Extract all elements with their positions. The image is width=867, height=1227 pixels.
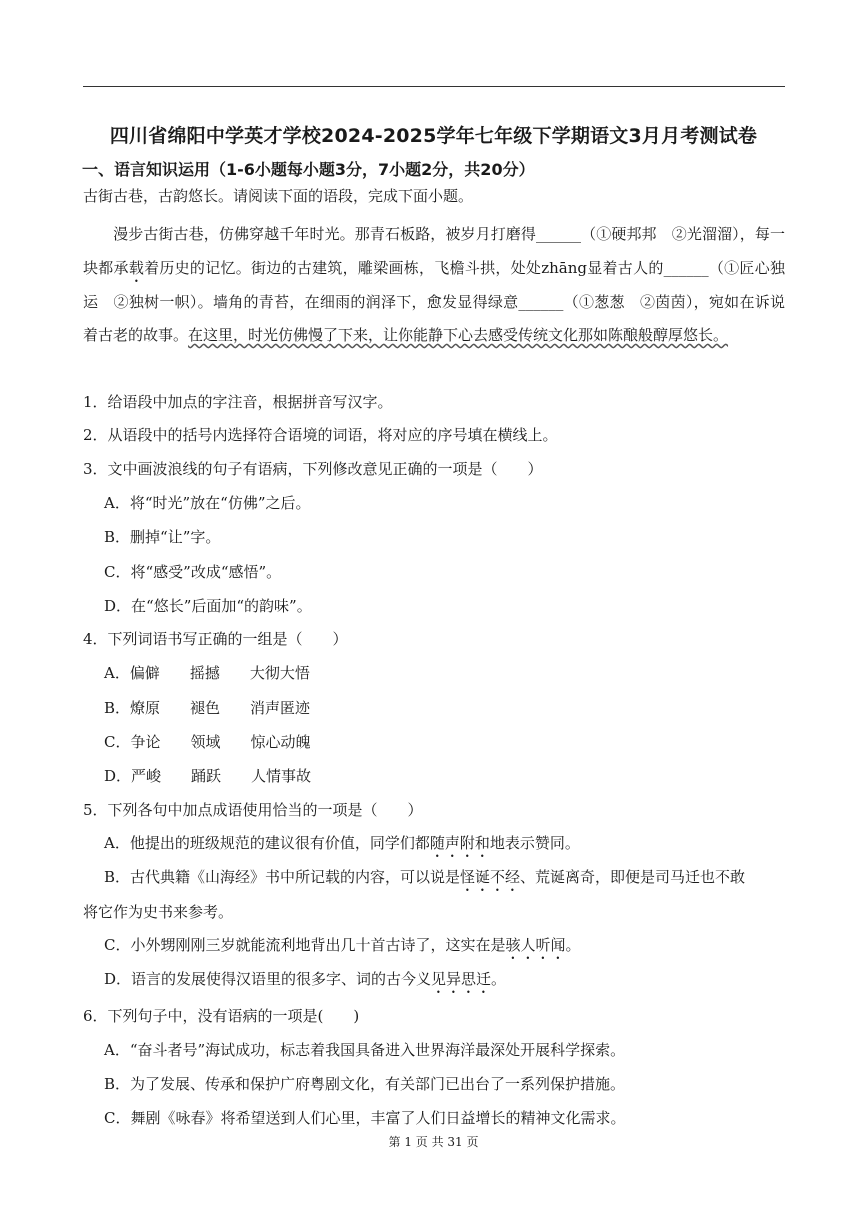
q5-a-end: 地表示赞同。 (489, 834, 580, 852)
q6-option-b: B．为了发展、传承和保护广府粤剧文化，有关部门已出台了一系列保护措施。 (104, 1075, 626, 1093)
q3-option-a: A．将“时光”放在“仿佛”之后。 (104, 494, 311, 512)
section-heading: 一、语言知识运用（1-6小题每小题3分，7小题2分，共20分） (82, 160, 535, 179)
question-6: 6．下列句子中，没有语病的一项是( ) (83, 1007, 360, 1025)
reading-passage (83, 218, 785, 353)
q5-d-idiom: 见异思迁 (431, 970, 492, 988)
q5-b-text: B．古代典籍《山海经》书中所记载的内容，可以说是 (104, 868, 461, 886)
q5-option-b-continued: 将它作为史书来参考。 (83, 903, 234, 921)
question-5: 5．下列各句中加点成语使用恰当的一项是（ ） (83, 801, 423, 819)
passage-part1: 漫步古街古巷，仿佛穿越千年时光。那青石板路，被岁月打磨得______（①硬邦邦 ②光溜溜），每一块都承 (83, 225, 785, 277)
q5-b-idiom: 怪诞不经 (460, 868, 521, 886)
question-1: 1．给语段中加点的字注音，根据拼音写汉字。 (83, 393, 393, 411)
question-4: 4．下列词语书写正确的一组是（ ） (83, 630, 348, 648)
intro-text: 古街古巷，古韵悠长。请阅读下面的语段，完成下面小题。 (83, 187, 474, 205)
q4-option-c: C．争论 领域 惊心动魄 (104, 733, 311, 751)
q3-option-d: D．在“悠长”后面加“的韵味”。 (104, 597, 312, 615)
q6-option-a: A．“奋斗者号”海试成功，标志着我国具备进入世界海洋最深处开展科学探索。 (104, 1041, 626, 1059)
q5-option-d (104, 969, 506, 997)
page-footer: 第 1 页 共 31 页 (388, 1135, 479, 1149)
q5-d-end: 。 (491, 970, 507, 988)
q5-a-idiom: 随声附和 (429, 834, 490, 852)
wavy-sentence: 在这里，时光仿佛慢了下来，让你能静下心去感受传统文化那如陈酿般醇厚悠长。 (188, 326, 729, 344)
q5-b-end: 、荒诞离奇，即便是司马迁也不敢 (520, 868, 746, 886)
q5-c-text: C．小外甥刚刚三岁就能流利地背出几十首古诗了，这实在是 (104, 936, 506, 954)
q5-c-end: 。 (565, 936, 581, 954)
q5-option-b (104, 867, 745, 895)
q5-option-a (104, 833, 580, 861)
q3-option-c: C．将“感受”改成“感悟”。 (104, 563, 282, 581)
q3-option-b: B．删掉“让”字。 (104, 528, 221, 546)
q5-d-text: D．语言的发展使得汉语里的很多字、词的古今义 (104, 970, 432, 988)
header-rule (83, 86, 785, 87)
passage-part2: 着历史的记忆。街边的古建筑，雕梁画栋，飞檐斗拱，处处zhāng显着古人的______（①匠心独运 ②独树一帜）。墙角的青苔，在细雨的润泽下，愈发显得绿意______（①葱葱 ②茵茵），宛如在诉说着古老的故事。 (83, 258, 785, 344)
q5-a-text: A．他提出的班级规范的建议很有价值，同学们都 (104, 834, 430, 852)
page-title: 四川省绵阳中学英才学校2024-2025学年七年级下学期语文3月月考测试卷 (109, 125, 758, 147)
q4-option-a: A．偏僻 摇撼 大彻大悟 (104, 664, 310, 682)
question-3: 3．文中画波浪线的句子有语病，下列修改意见正确的一项是（ ） (83, 460, 543, 478)
q5-option-c (104, 935, 581, 963)
dotted-char: 载 (128, 258, 145, 277)
q6-option-c: C．舞剧《咏春》将希望送到人们心里，丰富了人们日益增长的精神文化需求。 (104, 1109, 626, 1127)
q5-c-idiom: 骇人听闻 (505, 936, 566, 954)
q4-option-b: B．燎原 褪色 消声匿迹 (104, 699, 311, 717)
q4-option-d: D．严峻 踊跃 人情事故 (104, 767, 312, 785)
question-2: 2．从语段中的括号内选择符合语境的词语，将对应的序号填在横线上。 (83, 426, 558, 444)
